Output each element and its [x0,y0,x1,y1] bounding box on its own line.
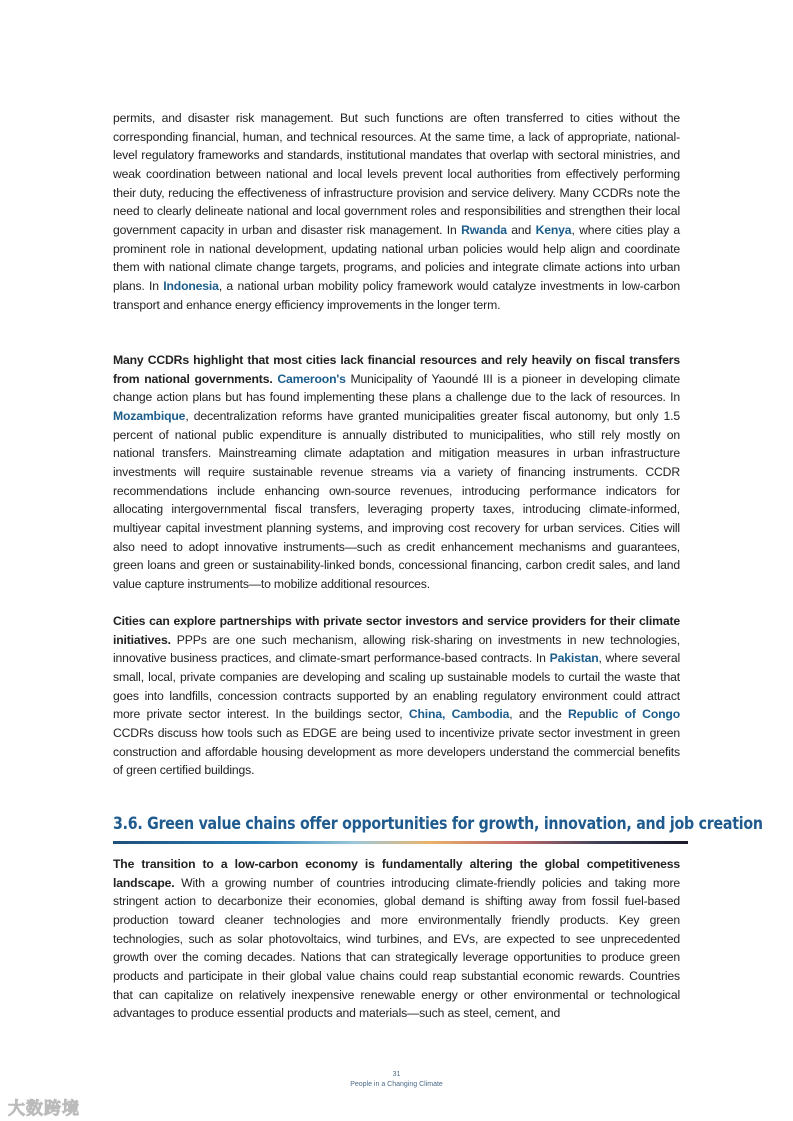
text: , where cities play a prominent role in national development, updating national urban policies would help align and coordinate them with national climate change targets, programs, and policies and integrate climate actions into urban plans. In [113,222,680,293]
country-kenya: Kenya [535,222,572,237]
country-cameroon: Cameroon's [277,371,346,386]
paragraph-private-partnerships [113,612,680,780]
text: Municipality of Yaoundé III is a pioneer in developing climate change action plans but has found implementing these plans a challenge due to the lack of resources. In [113,371,681,405]
paragraph-low-carbon-transition [113,855,680,1023]
paragraph-fiscal-transfers [113,351,680,594]
lead-sentence: The transition to a low-carbon economy is fundamentally altering the global competitiveness landscape. [113,857,680,890]
heading-gradient-rule [113,841,688,844]
text: , decentralization reforms have granted municipalities greater fiscal autonomy, but only 1.5 percent of national public expenditure is annually distributed to municipalities, who still rely mostly on national transfers. Mainstreaming climate adaptation and mitigation measures in urban infrastructure investments will require sustainable revenue streams via a variety of financing instruments. CCDR recommendations include enhancing own-source revenues, introducing performance indicators for allocating intergovernmental fiscal transfers, leveraging property taxes, introducing climate-informed, multiyear capital investment planning systems, and improving cost recovery for urban services. Cities will also need to adopt innovative instruments—such as credit enhancement mechanisms and guarantees, green loans and green or sustainability-linked bonds, concessional financing, carbon credit sales, and land value capture instruments—to mobilize additional resources. [113,408,680,591]
text: , and the [509,707,568,722]
country-china: China [408,707,442,722]
text: PPPs are one such mechanism, allowing risk-sharing on investments in new technologies, innovative business practices, and climate-smart performance-based contracts. In [113,632,680,666]
country-mozambique: Mozambique [113,408,186,423]
text: With a growing number of countries introducing climate-friendly policies and taking more stringent action to decarbonize their economies, global demand is shifting away from fossil fuel-based production toward cleaner technologies and more environmentally friendly products. Key green technologies, such as solar photovoltaics, wind turbines, and EVs, are expected to see unprecedented growth over the coming decades. Nations that can strategically leverage opportunities to produce green products and participate in their global value chains could reap substantial economic rewards. Countries that can capitalize on relatively inexpensive renewable energy or other environmental or technological advantages to produce essential products and materials—such as steel, cement, and [113,875,680,1021]
page-number: 31 [392,1071,401,1078]
country-republic-of-congo: Republic of Congo [567,707,681,722]
paragraph-urban-governance [113,109,680,314]
text: and [506,222,536,237]
country-rwanda: Rwanda [461,222,507,237]
country-indonesia: Indonesia [163,278,219,293]
watermark-logo: 大数跨境 [8,1099,80,1118]
section-heading: 3.6. Green value chains offer opportunities for growth, innovation, and job creation [113,814,763,833]
lead-sentence: Cities can explore partnerships with private sector investors and service providers for their climate initiatives. [113,614,680,647]
text: CCDRs discuss how tools such as EDGE are being used to incentivize private sector investment in green construction and affordable housing development as more developers understand the commercial benefits of green certified buildings. [113,725,680,778]
page-footer [0,1070,793,1090]
country-pakistan: Pakistan [549,651,599,666]
text: , [441,707,452,722]
document-title: People in a Changing Climate [350,1081,443,1088]
text: , a national urban mobility policy framework would catalyze investments in low-carbon transport and enhance energy efficiency improvements in the longer term. [113,278,680,312]
country-cambodia: Cambodia [451,707,510,722]
text: permits, and disaster risk management. But such functions are often transferred to cities without the corresponding financial, human, and technical resources. At the same time, a lack of appropriate, national-level regulatory frameworks and standards, institutional mandates that overlap with sectoral ministries, and weak coordination between national and local levels prevent local authorities from effectively performing their duty, reducing the effectiveness of infrastructure provision and service delivery. Many CCDRs note the need to clearly delineate national and local government roles and responsibilities and strengthen their local government capacity in urban and disaster risk management. In [113,111,680,237]
lead-sentence: Many CCDRs highlight that most cities lack financial resources and rely heavily on fiscal transfers from national governments. [113,353,680,386]
text: , where several small, local, private companies are developing and scaling up sustainable models to curtail the waste that goes into landfills, concession contracts supported by an enabling regulatory environment could attract more private sector interest. In the buildings sector, [113,651,681,722]
